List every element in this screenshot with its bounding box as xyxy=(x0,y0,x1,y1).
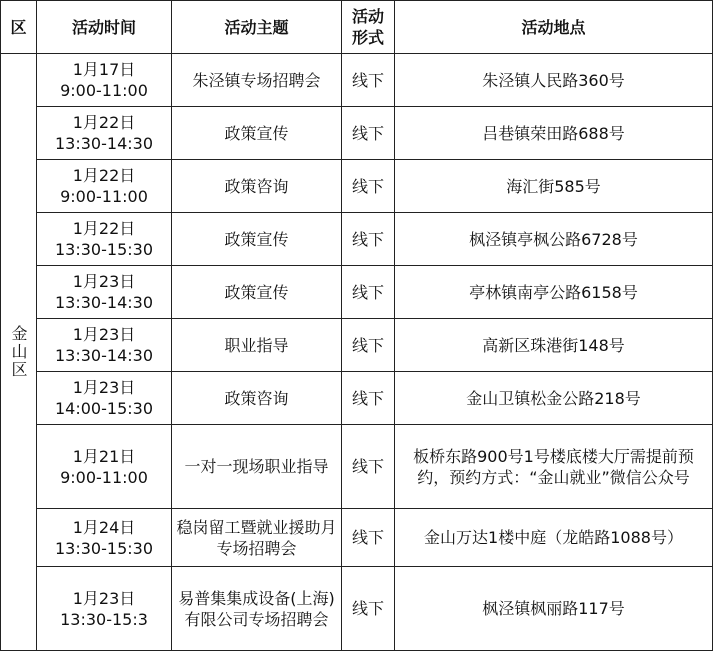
topic-cell: 稳岗留工暨就业援助月专场招聘会 xyxy=(172,509,342,567)
time-cell xyxy=(37,160,172,213)
form-cell: 线下 xyxy=(342,567,395,651)
time-date: 1月23日 xyxy=(72,272,136,291)
location-cell: 枫泾镇亭枫公路6728号 xyxy=(395,213,713,266)
topic-cell: 职业指导 xyxy=(172,319,342,372)
district-cell: 金山区 xyxy=(1,54,37,651)
location-cell: 金山万达1楼中庭（龙皓路1088号） xyxy=(395,509,713,567)
location-cell: 海汇街585号 xyxy=(395,160,713,213)
table-row xyxy=(1,319,713,372)
topic-cell: 政策宣传 xyxy=(172,107,342,160)
time-range: 9:00-11:00 xyxy=(60,467,148,487)
location-cell: 亭林镇南亭公路6158号 xyxy=(395,266,713,319)
form-cell: 线下 xyxy=(342,107,395,160)
time-cell xyxy=(37,319,172,372)
time-date: 1月22日 xyxy=(72,219,136,238)
time-date: 1月21日 xyxy=(72,446,136,466)
time-cell xyxy=(37,213,172,266)
location-cell: 金山卫镇松金公路218号 xyxy=(395,372,713,425)
time-cell xyxy=(37,266,172,319)
header-location: 活动地点 xyxy=(395,1,713,54)
table-row xyxy=(1,266,713,319)
time-date: 1月23日 xyxy=(72,325,136,344)
header-time: 活动时间 xyxy=(37,1,172,54)
time-range: 14:00-15:30 xyxy=(55,399,153,418)
time-cell xyxy=(37,54,172,107)
topic-cell: 一对一现场职业指导 xyxy=(172,425,342,509)
header-form: 活动形式 xyxy=(342,1,395,54)
form-cell: 线下 xyxy=(342,372,395,425)
time-range: 13:30-14:30 xyxy=(55,346,153,365)
time-cell xyxy=(37,107,172,160)
header-row xyxy=(1,1,713,54)
time-range: 13:30-14:30 xyxy=(55,293,153,312)
topic-cell: 政策宣传 xyxy=(172,213,342,266)
time-date: 1月23日 xyxy=(72,588,136,608)
table-row xyxy=(1,107,713,160)
time-range: 9:00-11:00 xyxy=(60,81,148,100)
form-cell: 线下 xyxy=(342,509,395,567)
form-cell: 线下 xyxy=(342,54,395,107)
table-row xyxy=(1,213,713,266)
form-cell: 线下 xyxy=(342,266,395,319)
time-date: 1月22日 xyxy=(72,113,136,132)
location-cell: 朱泾镇人民路360号 xyxy=(395,54,713,107)
time-date: 1月22日 xyxy=(72,166,136,185)
header-topic: 活动主题 xyxy=(172,1,342,54)
time-range: 13:30-15:30 xyxy=(55,538,153,558)
form-cell: 线下 xyxy=(342,319,395,372)
time-cell xyxy=(37,425,172,509)
location-cell: 高新区珠港街148号 xyxy=(395,319,713,372)
table-row xyxy=(1,372,713,425)
location-cell: 枫泾镇枫丽路117号 xyxy=(395,567,713,651)
topic-cell: 易普集集成设备(上海)有限公司专场招聘会 xyxy=(172,567,342,651)
table-row xyxy=(1,567,713,651)
form-cell: 线下 xyxy=(342,160,395,213)
time-date: 1月17日 xyxy=(72,60,136,79)
time-date: 1月23日 xyxy=(72,378,136,397)
topic-cell: 政策咨询 xyxy=(172,160,342,213)
table-row xyxy=(1,425,713,509)
time-date: 1月24日 xyxy=(72,517,136,537)
table-body xyxy=(1,54,713,651)
form-cell: 线下 xyxy=(342,425,395,509)
topic-cell: 朱泾镇专场招聘会 xyxy=(172,54,342,107)
time-cell xyxy=(37,509,172,567)
topic-cell: 政策宣传 xyxy=(172,266,342,319)
time-range: 13:30-15:3 xyxy=(60,609,148,629)
table-row xyxy=(1,509,713,567)
time-range: 13:30-15:30 xyxy=(55,240,153,259)
table-row xyxy=(1,54,713,107)
form-cell: 线下 xyxy=(342,213,395,266)
table-row xyxy=(1,160,713,213)
time-cell xyxy=(37,372,172,425)
location-cell: 板桥东路900号1号楼底楼大厅需提前预约，预约方式：“金山就业”微信公众号 xyxy=(395,425,713,509)
location-cell: 吕巷镇荣田路688号 xyxy=(395,107,713,160)
time-range: 13:30-14:30 xyxy=(55,134,153,153)
header-district: 区 xyxy=(1,1,37,54)
time-cell xyxy=(37,567,172,651)
topic-cell: 政策咨询 xyxy=(172,372,342,425)
time-range: 9:00-11:00 xyxy=(60,187,148,206)
